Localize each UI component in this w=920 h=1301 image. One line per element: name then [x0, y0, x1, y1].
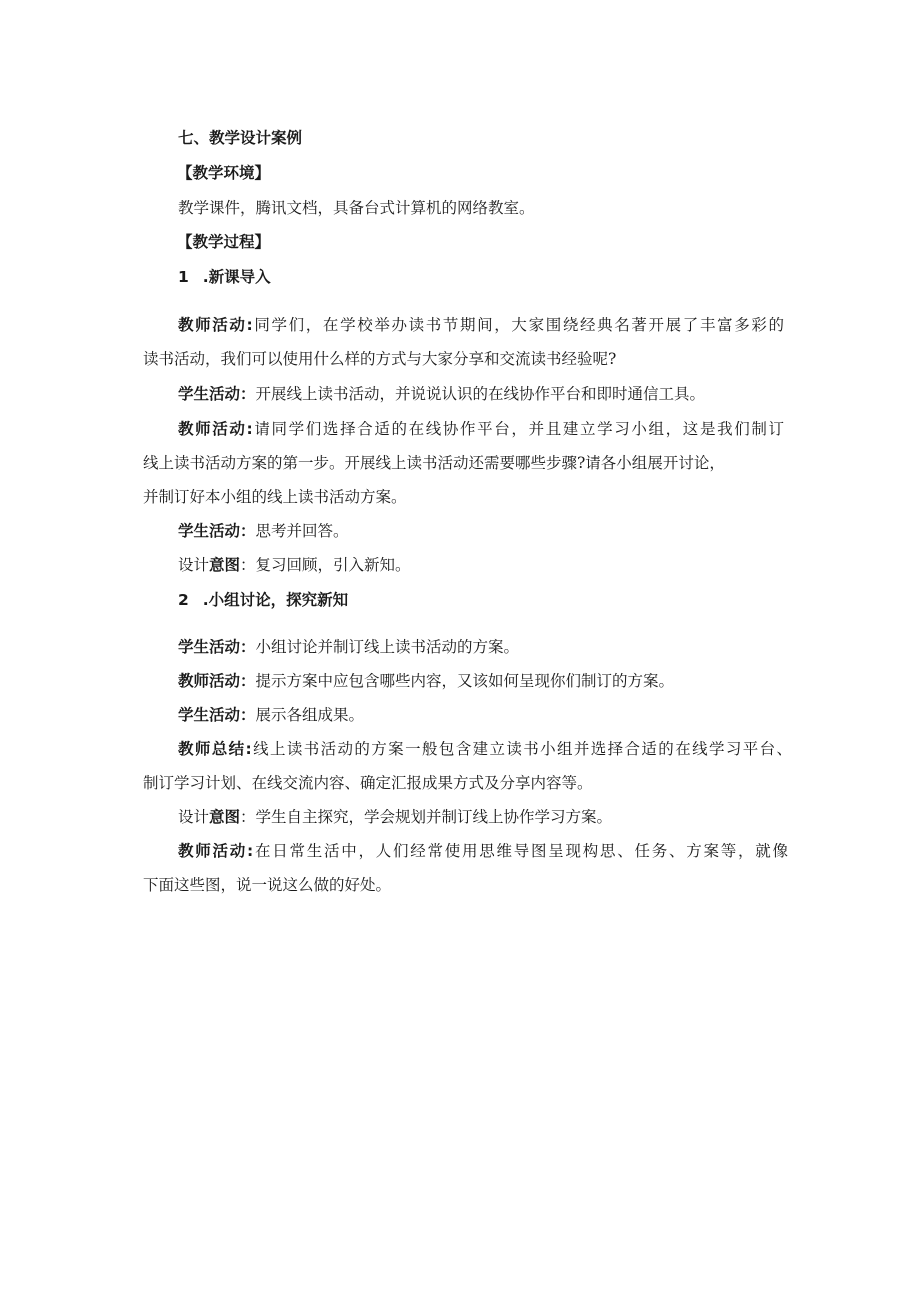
paragraph-teacher-4-line-1: 教师活动:在日常生活中，人们经常使用思维导图呈现构思、任务、方案等，就像	[178, 842, 788, 860]
paragraph-teacher-2-line-2: 线上读书活动方案的第一步。开展线上读书活动还需要哪些步骤?请各小组展开讨论，	[143, 454, 725, 472]
step-2-heading	[178, 590, 348, 610]
paragraph-student-3: 学生活动：小组讨论并制订线上读书活动的方案。	[178, 638, 520, 656]
section-title: 七、教学设计案例	[178, 129, 303, 147]
paragraph-teacher-4-line-2: 下面这些图，说一说这么做的好处。	[143, 876, 392, 894]
paragraph-teacher-1-line-2: 读书活动，我们可以使用什么样的方式与大家分享和交流读书经验呢?	[143, 350, 617, 368]
paragraph-student-2: 学生活动：思考并回答。	[178, 522, 349, 540]
paragraph-teacher-3: 教师活动：提示方案中应包含哪些内容，又该如何呈现你们制订的方案。	[178, 672, 675, 690]
step-1-number: 1	[178, 268, 189, 286]
paragraph-design-intent-1: 设计意图：复习回顾，引入新知。	[178, 556, 411, 574]
paragraph-label: 教师活动:	[178, 420, 253, 438]
paragraph-teacher-2-line-3: 并制订好本小组的线上读书活动方案。	[143, 488, 407, 506]
paragraph-label: 教师活动：	[178, 672, 256, 690]
paragraph-label: 学生活动：	[178, 638, 256, 656]
paragraph-label: 教师活动:	[178, 316, 253, 334]
paragraph-label: 教师总结:	[178, 740, 252, 758]
environment-heading: 【教学环境】	[177, 164, 271, 182]
environment-text: 教学课件，腾讯文档，具备台式计算机的网络教室。	[178, 199, 535, 217]
paragraph-teacher-summary-line-2: 制订学习计划、在线交流内容、确定汇报成果方式及分享内容等。	[143, 774, 593, 792]
paragraph-label: 教师活动:	[178, 842, 254, 860]
paragraph-label: 学生活动：	[178, 706, 256, 724]
step-2-title: .小组讨论，探究新知	[202, 591, 349, 609]
paragraph-student-4: 学生活动：展示各组成果。	[178, 706, 365, 724]
step-2-number: 2	[178, 591, 189, 609]
paragraph-teacher-2-line-1: 教师活动:请同学们选择合适的在线协作平台，并且建立学习小组，这是我们制订	[178, 420, 784, 438]
paragraph-label: 学生活动：	[178, 385, 256, 403]
step-1-title: .新课导入	[202, 268, 271, 286]
paragraph-student-1: 学生活动：开展线上读书活动，并说说认识的在线协作平台和即时通信工具。	[178, 385, 706, 403]
process-heading: 【教学过程】	[177, 233, 271, 251]
step-1-heading	[178, 267, 271, 287]
paragraph-teacher-1-line-1: 教师活动:同学们，在学校举办读书节期间，大家围绕经典名著开展了丰富多彩的	[178, 316, 784, 334]
paragraph-teacher-summary-line-1: 教师总结:线上读书活动的方案一般包含建立读书小组并选择合适的在线学习平台、	[178, 740, 792, 758]
paragraph-design-intent-2: 设计意图：学生自主探究，学会规划并制订线上协作学习方案。	[178, 808, 613, 826]
paragraph-label: 学生活动：	[178, 522, 256, 540]
